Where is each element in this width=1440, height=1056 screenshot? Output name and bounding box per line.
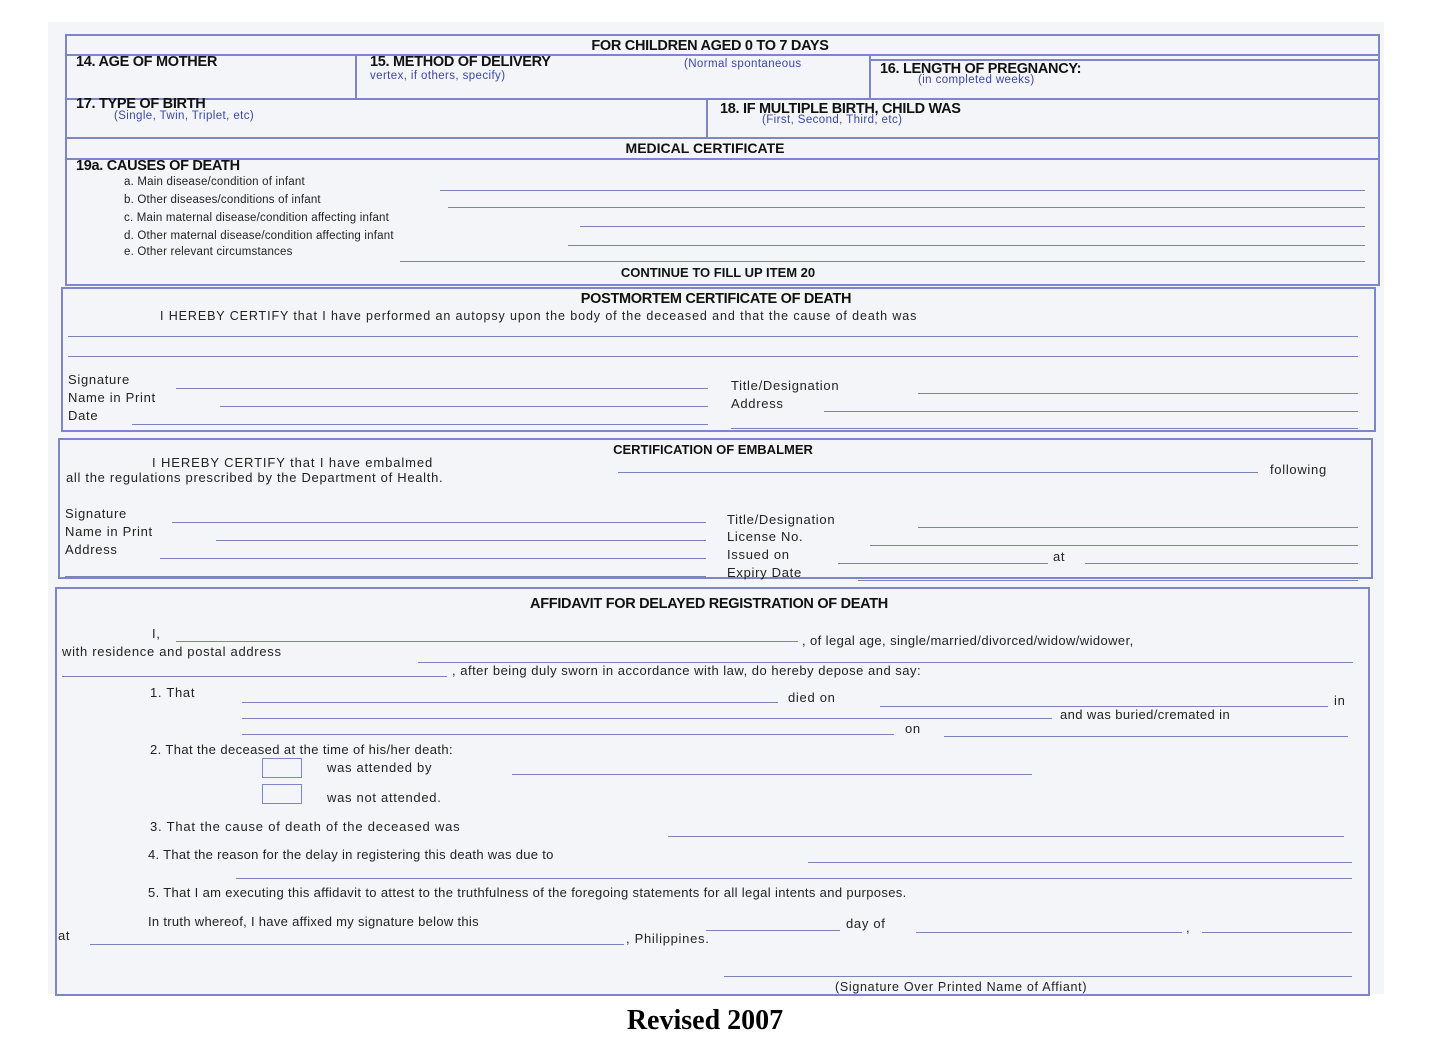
not-attended-label: was not attended. [327,790,442,805]
item1-on: on [905,721,921,736]
cause-b-line[interactable] [448,207,1365,208]
embalmer-at-label: at [1053,549,1066,564]
postmortem-signature-line[interactable] [176,388,708,389]
embalmer-issued-label: Issued on [727,547,790,562]
postmortem-cause-line-2[interactable] [68,356,1358,357]
postmortem-statement: I HEREBY CERTIFY that I have performed an autopsy upon the body of the deceased and that the cause of death was [160,309,918,323]
died-in-line[interactable] [242,718,1052,719]
buried-in-line[interactable] [242,734,894,735]
method-of-delivery-label: 15. METHOD OF DELIVERY [370,54,551,70]
divider [66,54,1379,56]
embalmer-address-line-2[interactable] [65,576,706,577]
affidavit-legal-age: , of legal age, single/married/divorced/widow/widower, [802,633,1134,648]
type-of-birth-note: (Single, Twin, Triplet, etc) [114,110,255,122]
cause-item-e: e. Other relevant circumstances [124,246,293,258]
cause-of-death-line[interactable] [668,836,1344,837]
affidavit-i: I, [152,626,161,641]
postmortem-address-label: Address [731,396,784,411]
medical-certificate-title: MEDICAL CERTIFICATE [625,140,785,156]
embalmer-deceased-line[interactable] [618,472,1258,473]
divider [66,158,1379,160]
embalmer-following: following [1270,462,1327,477]
not-attended-checkbox[interactable] [262,784,302,804]
embalmer-title-label: Title/Designation [727,512,836,527]
residence-line-2[interactable] [62,676,447,677]
item1-buried: and was buried/cremated in [1060,707,1231,722]
method-of-delivery-note-2: vertex, if others, specify) [370,70,506,82]
embalmer-title: CERTIFICATION OF EMBALMER [613,442,813,457]
method-of-delivery-note: (Normal spontaneous [684,58,802,70]
attended-checkbox[interactable] [262,758,302,778]
embalmer-name-line[interactable] [216,540,706,541]
day-of-label: day of [846,916,886,931]
item3: 3. That the cause of death of the deceased was [150,819,461,834]
cause-a-line[interactable] [440,190,1365,191]
cause-e-line[interactable] [400,261,1365,262]
year-line[interactable] [1202,932,1352,933]
postmortem-title: POSTMORTEM CERTIFICATE OF DEATH [580,291,852,307]
embalmer-at-line[interactable] [1085,563,1358,564]
postmortem-name-line[interactable] [220,406,708,407]
item1-died-on: died on [788,690,836,705]
month-line[interactable] [916,932,1182,933]
signature-caption: (Signature Over Printed Name of Affiant) [835,980,1088,994]
continue-note: CONTINUE TO FILL UP ITEM 20 [620,265,816,280]
postmortem-address-line[interactable] [824,411,1358,412]
deceased-name-line[interactable] [242,702,778,703]
embalmer-expiry-label: Expiry Date [727,565,802,580]
attended-by-line[interactable] [512,774,1032,775]
divider [66,98,1379,100]
divider [66,137,1379,139]
item1-that: 1. That [150,685,196,700]
embalmer-address-line[interactable] [160,558,706,559]
divider [355,54,357,99]
multiple-birth-label: 18. IF MULTIPLE BIRTH, CHILD WAS [720,101,961,117]
postmortem-signature-label: Signature [68,372,130,387]
delay-reason-line-2[interactable] [236,878,1352,879]
embalmer-name-label: Name in Print [65,524,153,539]
embalmer-license-label: License No. [727,529,804,544]
length-of-pregnancy-label: 16. LENGTH OF PREGNANCY: [880,61,1082,77]
postmortem-title-line[interactable] [918,393,1358,394]
item2: 2. That the deceased at the time of his/her death: [150,742,454,757]
item1-in: in [1334,693,1346,708]
day-line[interactable] [706,930,840,931]
cause-d-line[interactable] [568,245,1365,246]
embalmer-license-line[interactable] [870,545,1358,546]
postmortem-name-label: Name in Print [68,390,156,405]
affidavit-residence: with residence and postal address [62,644,282,659]
cause-item-c: c. Main maternal disease/condition affecting infant [124,212,390,224]
embalmer-address-label: Address [65,542,118,557]
affiant-signature-line[interactable] [724,976,1352,977]
affiant-name-line[interactable] [176,641,798,642]
postmortem-date-line[interactable] [132,424,708,425]
cause-c-line[interactable] [580,226,1365,227]
date-comma: , [1186,920,1191,935]
postmortem-title-label: Title/Designation [731,378,840,393]
embalmer-statement-2: all the regulations prescribed by the Department of Health. [66,470,444,485]
divider [706,98,708,138]
delay-reason-line[interactable] [808,862,1352,863]
place-line[interactable] [90,944,624,945]
attended-by-label: was attended by [327,760,433,775]
philippines-label: , Philippines. [626,931,710,946]
postmortem-cause-line-1[interactable] [68,336,1358,337]
affidavit-sworn: , after being duly sworn in accordance with law, do hereby depose and say: [452,663,922,678]
causes-of-death-heading: 19a. CAUSES OF DEATH [76,158,240,174]
postmortem-date-label: Date [68,408,99,423]
revised-footer: Revised 2007 [626,1005,784,1036]
children-section-title: FOR CHILDREN AGED 0 TO 7 DAYS [591,38,829,54]
postmortem-address-line-2[interactable] [731,428,1358,429]
affidavit-title: AFFIDAVIT FOR DELAYED REGISTRATION OF DEATH [530,596,888,612]
at-label: at [58,928,71,943]
cause-item-a: a. Main disease/condition of infant [124,176,305,188]
embalmer-expiry-line[interactable] [858,580,1358,581]
in-truth-whereof: In truth whereof, I have affixed my signature below this [148,914,479,929]
buried-on-line[interactable] [944,736,1348,737]
multiple-birth-note: (First, Second, Third, etc) [762,114,903,126]
embalmer-statement: I HEREBY CERTIFY that I have embalmed [152,455,434,470]
cause-item-d: d. Other maternal disease/condition affecting infant [124,230,394,242]
cause-item-b: b. Other diseases/conditions of infant [124,194,321,206]
embalmer-signature-line[interactable] [172,522,706,523]
item4: 4. That the reason for the delay in registering this death was due to [148,847,554,862]
embalmer-title-line[interactable] [918,527,1358,528]
embalmer-issued-line[interactable] [838,563,1048,564]
type-of-birth-label: 17. TYPE OF BIRTH [76,96,206,112]
age-of-mother-label: 14. AGE OF MOTHER [76,54,217,70]
embalmer-signature-label: Signature [65,506,127,521]
item5: 5. That I am executing this affidavit to attest to the truthfulness of the foregoing statements for all legal intents and purposes. [148,885,907,900]
length-of-pregnancy-note: (in completed weeks) [918,74,1035,86]
